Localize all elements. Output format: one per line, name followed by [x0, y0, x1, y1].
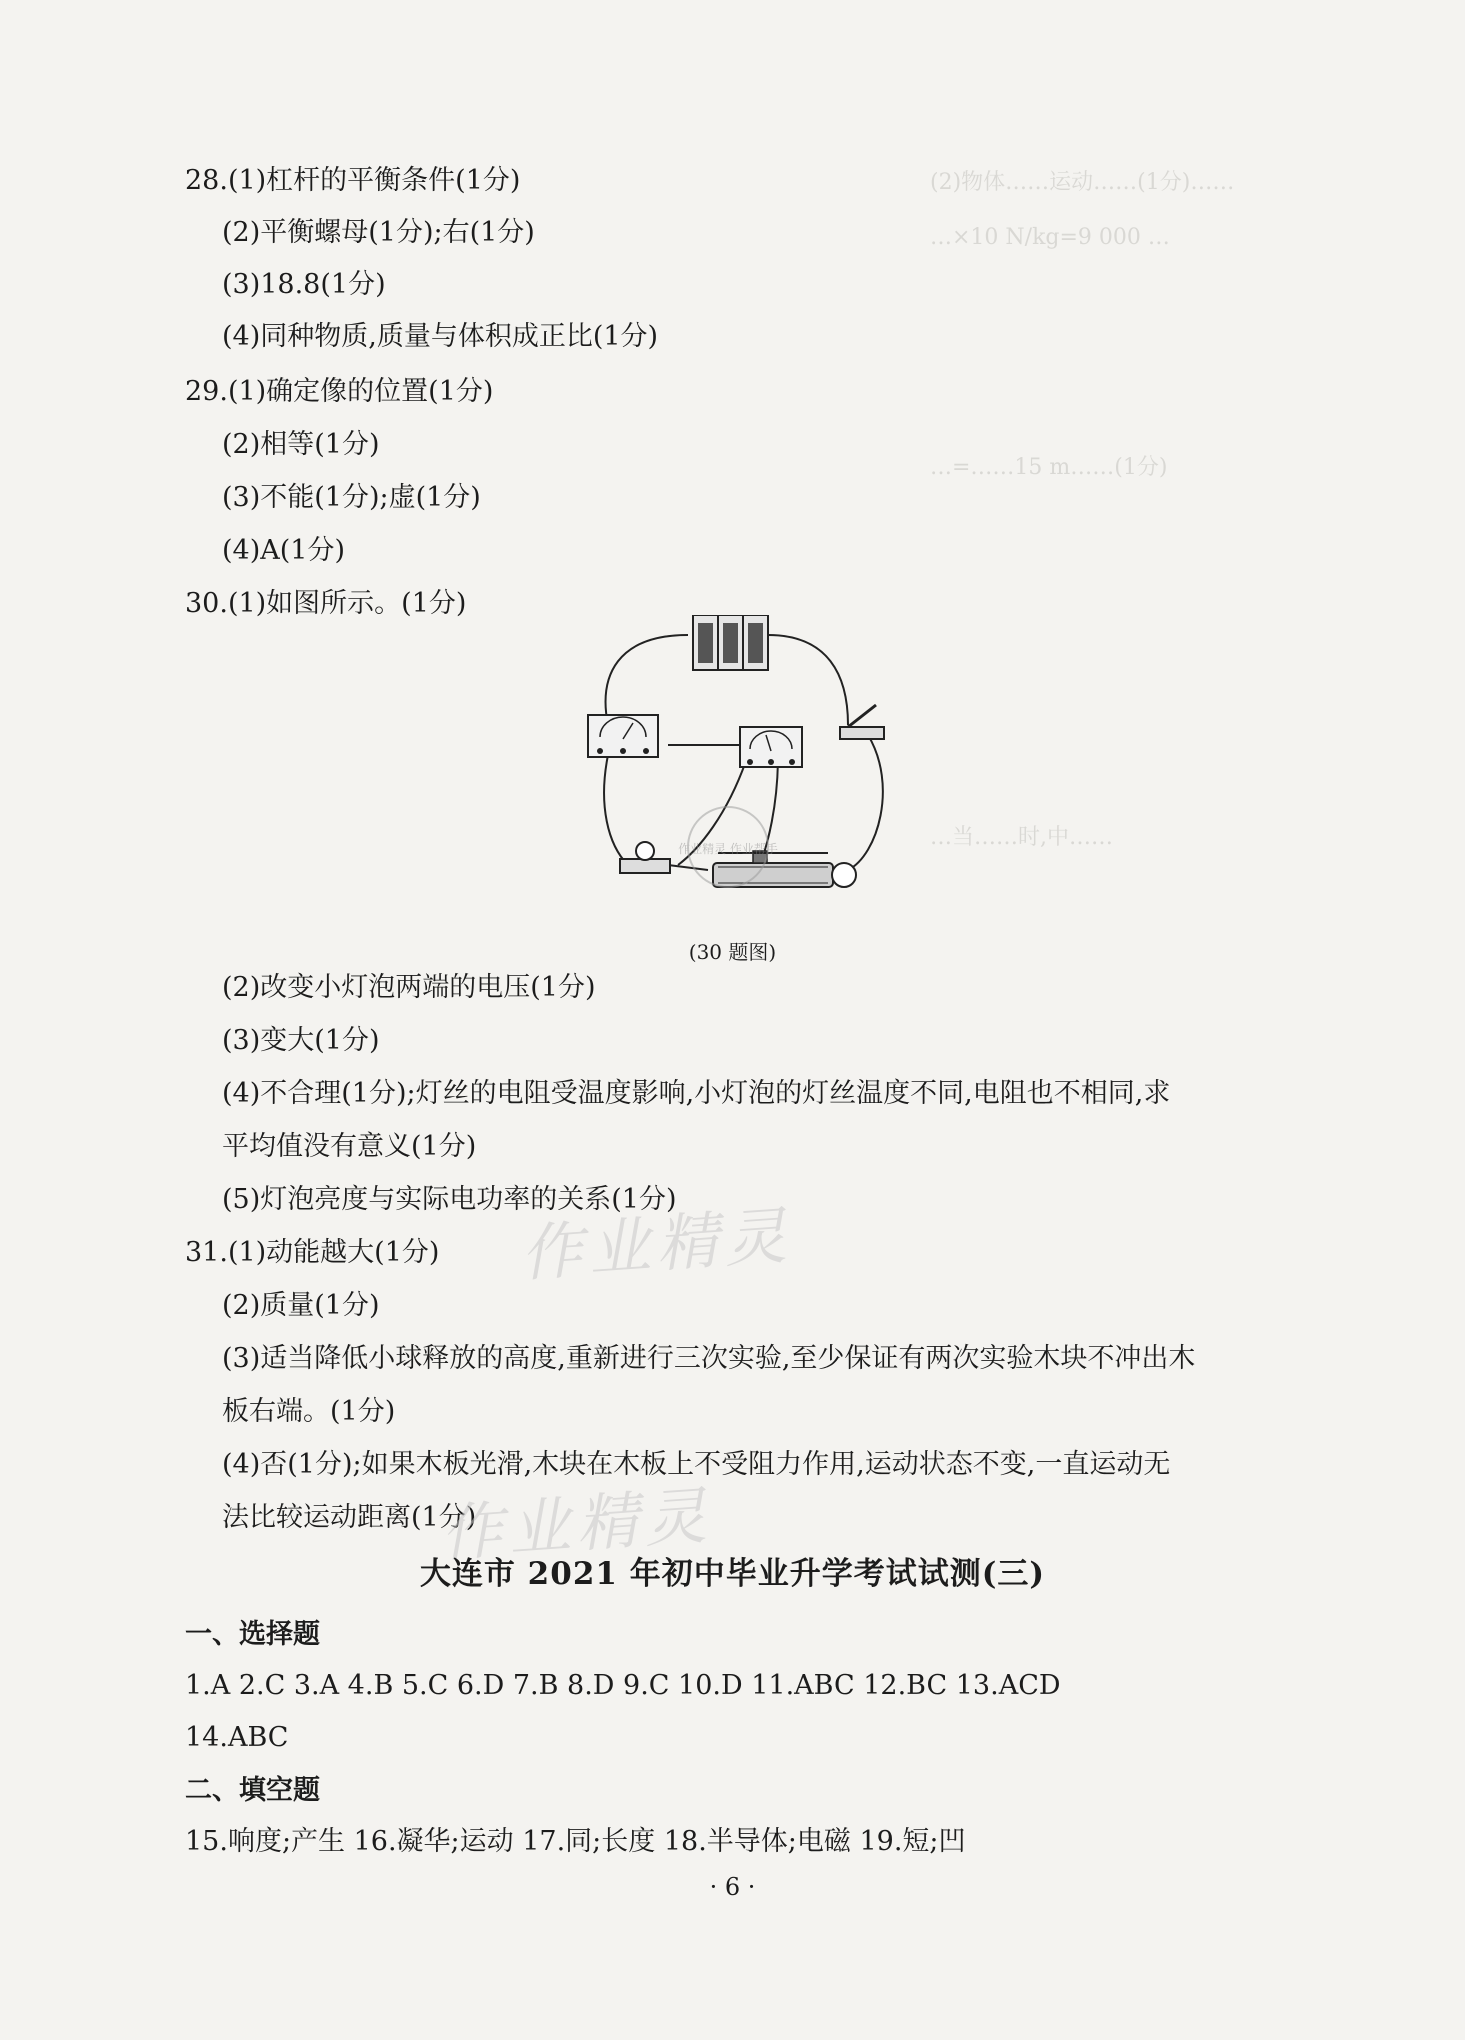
- q28-line-3: (3)18.8(1分): [222, 269, 386, 300]
- bleed-through-text: …×10 N/kg=9 000 …: [930, 225, 1170, 250]
- section-heading-fill: 二、填空题: [185, 1775, 320, 1806]
- q30-line-4a: (4)不合理(1分);灯丝的电阻受温度影响,小灯泡的灯丝温度不同,电阻也不相同,求: [222, 1078, 1171, 1109]
- q30-line-2: (2)改变小灯泡两端的电压(1分): [222, 972, 596, 1003]
- q29-line-4: (4)A(1分): [222, 535, 345, 566]
- q31-line-4a: (4)否(1分);如果木板光滑,木块在木板上不受阻力作用,运动状态不变,一直运动无: [222, 1449, 1171, 1480]
- q31-line-3a: (3)适当降低小球释放的高度,重新进行三次实验,至少保证有两次实验木块不冲出木: [222, 1343, 1196, 1374]
- exam-title: 大连市 2021 年初中毕业升学考试试测(三): [419, 1556, 1046, 1592]
- q29-line-2: (2)相等(1分): [222, 429, 380, 460]
- bleed-through-text: …=……15 m……(1分): [930, 455, 1168, 480]
- q29-line-1: 29.(1)确定像的位置(1分): [185, 376, 494, 407]
- fill-answers-line-1: 15.响度;产生 16.凝华;运动 17.同;长度 18.半导体;电磁 19.短;凹: [185, 1826, 966, 1857]
- bulb-icon: [620, 842, 670, 873]
- q30-line-4b: 平均值没有意义(1分): [222, 1131, 477, 1162]
- figure-caption: (30 题图): [688, 940, 777, 964]
- choice-answers-line-1: 1.A 2.C 3.A 4.B 5.C 6.D 7.B 8.D 9.C 10.D 11.ABC 12.BC 13.ACD: [185, 1670, 1061, 1701]
- bleed-through-text: …当……时,中……: [930, 825, 1113, 850]
- watermark: 作业精灵: [518, 1198, 795, 1291]
- svg-text:作业精灵 作业帮手: 作业精灵 作业帮手: [678, 842, 778, 856]
- q31-line-3b: 板右端。(1分): [222, 1396, 396, 1427]
- q31-line-2: (2)质量(1分): [222, 1290, 380, 1321]
- choice-answers-line-2: 14.ABC: [185, 1722, 289, 1753]
- battery-icon: [693, 615, 768, 670]
- q30-line-5: (5)灯泡亮度与实际电功率的关系(1分): [222, 1184, 677, 1215]
- q28-line-1: 28.(1)杠杆的平衡条件(1分): [185, 165, 521, 196]
- section-heading-choice: 一、选择题: [185, 1619, 320, 1650]
- q28-line-2: (2)平衡螺母(1分);右(1分): [222, 217, 535, 248]
- q31-line-1: 31.(1)动能越大(1分): [185, 1237, 440, 1268]
- q30-line-3: (3)变大(1分): [222, 1025, 380, 1056]
- ammeter-icon: [740, 727, 802, 767]
- q28-line-4: (4)同种物质,质量与体积成正比(1分): [222, 321, 659, 352]
- page-number: · 6 ·: [709, 1873, 756, 1901]
- circuit-diagram: [578, 615, 908, 905]
- rheostat-icon: [713, 851, 856, 887]
- q31-line-4b: 法比较运动距离(1分): [222, 1502, 477, 1533]
- bleed-through-text: (2)物体……运动……(1分)……: [930, 170, 1235, 195]
- voltmeter-icon: [588, 715, 658, 757]
- watermark: 作业精灵: [438, 1478, 715, 1571]
- q29-line-3: (3)不能(1分);虚(1分): [222, 482, 481, 513]
- q30-line-1: 30.(1)如图所示。(1分): [185, 588, 467, 619]
